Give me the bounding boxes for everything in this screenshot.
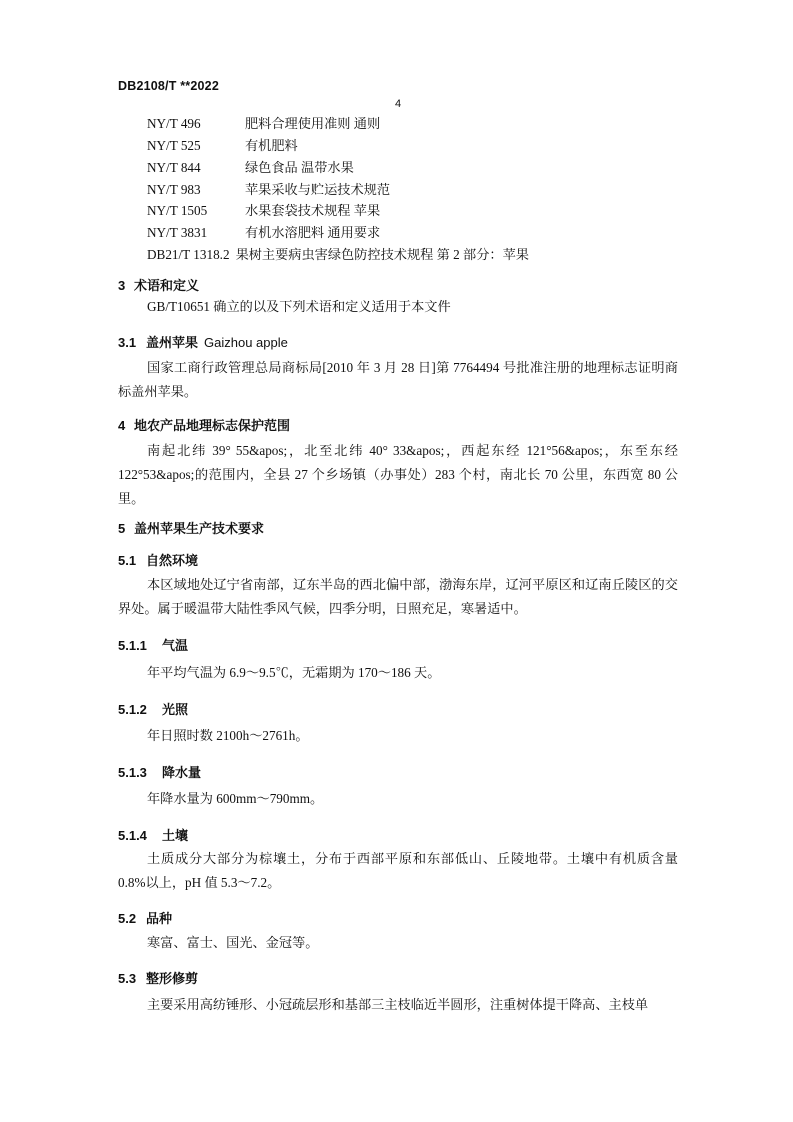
reference-item: [147, 113, 380, 132]
section-heading: [118, 825, 188, 844]
paragraph: 本区域地处辽宁省南部，辽东半岛的西北偏中部，渤海东岸，辽河平原区和辽南丘陵区的交界处。属于暖温带大陆性季风气候，四季分明，日照充足，寒暑适中。: [118, 577, 678, 616]
section-title: 地农产品地理标志保护范围: [134, 418, 291, 433]
section-title: 气温: [162, 638, 189, 653]
section-heading: [118, 699, 188, 718]
section-heading: [118, 968, 198, 987]
reference-item: [147, 157, 354, 176]
section-heading: [118, 275, 199, 294]
section-title: 土壤: [162, 828, 189, 843]
reference-title: 有机水溶肥料 通用要求: [245, 225, 381, 240]
section-heading: [118, 908, 172, 927]
reference-title: 绿色食品 温带水果: [245, 160, 354, 175]
reference-title: 肥料合理使用准则 通则: [245, 116, 381, 131]
section-heading: [118, 635, 188, 654]
paragraph: 年平均气温为 6.9～9.5℃，无霜期为 170～186 天。: [147, 665, 441, 680]
document-code: DB2108/T **2022: [118, 79, 219, 93]
page-number: 4: [395, 98, 402, 110]
reference-item: [147, 200, 380, 219]
paragraph: 土质成分大部分为棕壤土，分布于西部平原和东部低山、丘陵地带。土壤中有机质含量 0.8%以上，pH 值 5.3～7.2。: [118, 851, 678, 890]
section-heading: [118, 415, 290, 434]
reference-item: [147, 179, 390, 198]
section-number: 5.1.3: [118, 765, 147, 780]
section-title: 盖州苹果: [146, 335, 199, 350]
paragraph: 南起北纬 39° 55&apos;，北至北纬 40° 33&apos;，西起东经 121°56&apos;，东至东经 122°53&apos;的范围内，全县 27 个乡场镇（办事处）283 个村，南北长 70 公里，东西宽 80 公里。: [118, 443, 678, 506]
section-title-english: Gaizhou apple: [204, 335, 288, 350]
reference-title: 水果套袋技术规程 苹果: [245, 203, 381, 218]
section-number: 5.1.1: [118, 638, 147, 653]
section-heading: [118, 762, 201, 781]
reference-code: NY/T 525: [147, 138, 201, 153]
section-number: 3: [118, 278, 126, 293]
section-title: 术语和定义: [134, 278, 200, 293]
reference-code: NY/T 3831: [147, 225, 208, 240]
paragraph: 年降水量为 600mm～790mm。: [147, 791, 324, 806]
paragraph: 主要采用高纺锤形、小冠疏层形和基部三主枝临近半圆形，注重树体提干降高、主枝单: [147, 997, 649, 1012]
section-title: 盖州苹果生产技术要求: [134, 521, 265, 536]
section-heading: [118, 550, 198, 569]
section-number: 5.1.4: [118, 828, 147, 843]
reference-code: NY/T 1505: [147, 203, 208, 218]
reference-title: 果树主要病虫害绿色防控技术规程 第 2 部分：苹果: [235, 247, 529, 262]
section-number: 5.2: [118, 911, 137, 926]
section-title: 光照: [162, 702, 189, 717]
section-heading: [118, 518, 264, 537]
section-title: 自然环境: [146, 553, 199, 568]
section-number: 3.1: [118, 335, 137, 350]
section-heading: [118, 332, 288, 351]
reference-code: NY/T 983: [147, 182, 201, 197]
reference-code: DB21/T 1318.2: [147, 247, 230, 262]
paragraph: 寒富、富士、国光、金冠等。: [147, 935, 319, 950]
section-number: 5: [118, 521, 126, 536]
reference-code: NY/T 844: [147, 160, 201, 175]
reference-item: [147, 135, 298, 154]
section-title: 整形修剪: [146, 971, 199, 986]
section-number: 5.1.2: [118, 702, 147, 717]
reference-title: 苹果采收与贮运技术规范: [245, 182, 391, 197]
section-title: 降水量: [162, 765, 202, 780]
section-number: 5.3: [118, 971, 137, 986]
reference-title: 有机肥料: [245, 138, 298, 153]
reference-item: [147, 244, 529, 263]
reference-code: NY/T 496: [147, 116, 201, 131]
paragraph: 年日照时数 2100h～2761h。: [147, 728, 309, 743]
section-number: 5.1: [118, 553, 137, 568]
paragraph: 国家工商行政管理总局商标局[2010 年 3 月 28 日]第 7764494 号批准注册的地理标志证明商标盖州苹果。: [118, 360, 678, 399]
paragraph: GB/T10651 确立的以及下列术语和定义适用于本文件: [147, 299, 451, 314]
reference-item: [147, 222, 380, 241]
section-title: 品种: [146, 911, 173, 926]
section-number: 4: [118, 418, 126, 433]
